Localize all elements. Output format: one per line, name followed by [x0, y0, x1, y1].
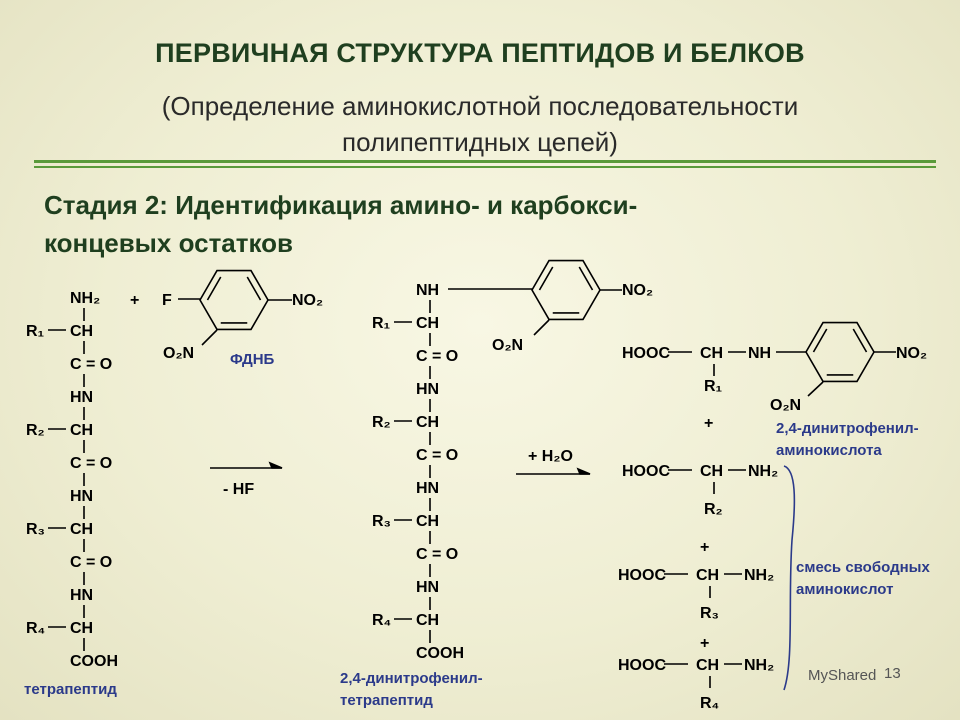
- carbonyl: C = O: [70, 356, 113, 373]
- r-group-1: R₁: [26, 323, 45, 340]
- plus-sign: +: [700, 635, 710, 652]
- hn-group: HN: [416, 381, 440, 398]
- tetrapeptide-label: тетрапептид: [24, 681, 117, 698]
- ortho-nitro-group-2: O₂N: [492, 337, 524, 354]
- watermark-text: MyShared: [808, 667, 877, 684]
- ch-group: CH: [700, 463, 724, 480]
- terminal-group: COOH: [70, 653, 118, 670]
- benzene-ring-dnp-peptide-double-bond: [579, 267, 592, 290]
- ch-group: CH: [70, 422, 94, 439]
- ortho-nitro-group: O₂N: [163, 345, 195, 362]
- benzene-ring-dnp-peptide: [532, 261, 600, 320]
- nh-group: NH: [748, 345, 772, 362]
- ch-group: CH: [696, 567, 720, 584]
- ch-group: CH: [696, 657, 720, 674]
- r-group-2: R₂: [372, 414, 391, 431]
- slide-title: ПЕРВИЧНАЯ СТРУКТУРА ПЕПТИДОВ И БЕЛКОВ: [155, 38, 805, 68]
- benzene-ring-dnp-aa: [806, 323, 874, 382]
- arrow-head: [270, 463, 282, 468]
- hooc-group: HOOC: [618, 567, 666, 584]
- ch-group: CH: [700, 345, 724, 362]
- nitro-bond: [534, 320, 549, 335]
- hn-group: HN: [70, 389, 94, 406]
- ch-group: CH: [70, 620, 94, 637]
- benzene-ring-fdnb-double-bond: [247, 277, 260, 300]
- nitro-group-3: NO₂: [896, 345, 928, 362]
- ch-group: CH: [416, 513, 440, 530]
- page-number: 13: [884, 665, 901, 682]
- ch-group: CH: [70, 521, 94, 538]
- benzene-ring-dnp-peptide-double-bond: [539, 267, 552, 290]
- arrow-head-2: [578, 469, 590, 474]
- benzene-ring-fdnb-double-bond: [207, 277, 220, 300]
- plus-water-label: + H₂O: [528, 448, 573, 465]
- nitro-bond: [202, 330, 217, 345]
- dnp-aminoacid-label-2: аминокислота: [776, 442, 882, 459]
- r-group-3: R₃: [372, 513, 391, 530]
- free-aa-r2: R₂: [704, 501, 723, 518]
- plus-sign: +: [700, 539, 710, 556]
- ch-group: CH: [416, 612, 440, 629]
- ch-group: CH: [416, 315, 440, 332]
- nitro-group-2: NO₂: [622, 282, 654, 299]
- free-aa-r3: R₃: [700, 605, 719, 622]
- nh2-group: NH₂: [744, 657, 775, 674]
- nh2-group: NH₂: [744, 567, 775, 584]
- ch-group: CH: [416, 414, 440, 431]
- dnp-aminoacid-label: 2,4-динитрофенил-: [776, 420, 919, 437]
- stage-heading: Стадия 2: Идентификация амино- и карбокси- концевых остатков: [44, 190, 638, 258]
- free-aa-r4: R₄: [700, 695, 720, 712]
- nitro-bond: [808, 382, 823, 396]
- nh2-group: NH₂: [748, 463, 779, 480]
- hooc-group: HOOC: [618, 657, 666, 674]
- carbonyl: C = O: [416, 447, 459, 464]
- hn-group: HN: [416, 579, 440, 596]
- r-group-2: R₂: [26, 422, 45, 439]
- terminal-group: COOH: [416, 645, 464, 662]
- carbonyl: C = O: [416, 348, 459, 365]
- hooc-group: HOOC: [622, 463, 670, 480]
- benzene-ring-dnp-aa-double-bond: [853, 329, 866, 352]
- terminal-group: NH: [416, 282, 440, 299]
- dnp-tetrapeptide-label: 2,4-динитрофенил-: [340, 670, 483, 687]
- product-r1: R₁: [704, 378, 723, 395]
- ch-group: CH: [70, 323, 94, 340]
- mixture-bracket: [784, 466, 794, 690]
- minus-hf-label: - HF: [223, 481, 255, 498]
- hooc-group: HOOC: [622, 345, 670, 362]
- r-group-1: R₁: [372, 315, 391, 332]
- dnp-tetrapeptide-label-2: тетрапептид: [340, 692, 433, 709]
- fluorine-label: F: [162, 292, 172, 309]
- r-group-4: R₄: [372, 612, 392, 629]
- fdnb-label: ФДНБ: [230, 351, 275, 368]
- hn-group: HN: [70, 488, 94, 505]
- ortho-nitro-group-3: O₂N: [770, 397, 802, 414]
- r-group-4: R₄: [26, 620, 46, 637]
- free-mixture-label-2: аминокислот: [796, 581, 894, 598]
- carbonyl: C = O: [70, 554, 113, 571]
- free-mixture-label: смесь свободных: [796, 559, 930, 576]
- nitro-group: NO₂: [292, 292, 324, 309]
- terminal-group: NH₂: [70, 290, 101, 307]
- r-group-3: R₃: [26, 521, 45, 538]
- plus-sign: +: [130, 292, 140, 309]
- hn-group: HN: [416, 480, 440, 497]
- plus-sign: +: [704, 415, 714, 432]
- carbonyl: C = O: [416, 546, 459, 563]
- benzene-ring-fdnb: [200, 271, 268, 330]
- carbonyl: C = O: [70, 455, 113, 472]
- benzene-ring-dnp-aa-double-bond: [813, 329, 826, 352]
- slide-subtitle: (Определение аминокислотной последовательности полипептидных цепей): [161, 91, 799, 157]
- hn-group: HN: [70, 587, 94, 604]
